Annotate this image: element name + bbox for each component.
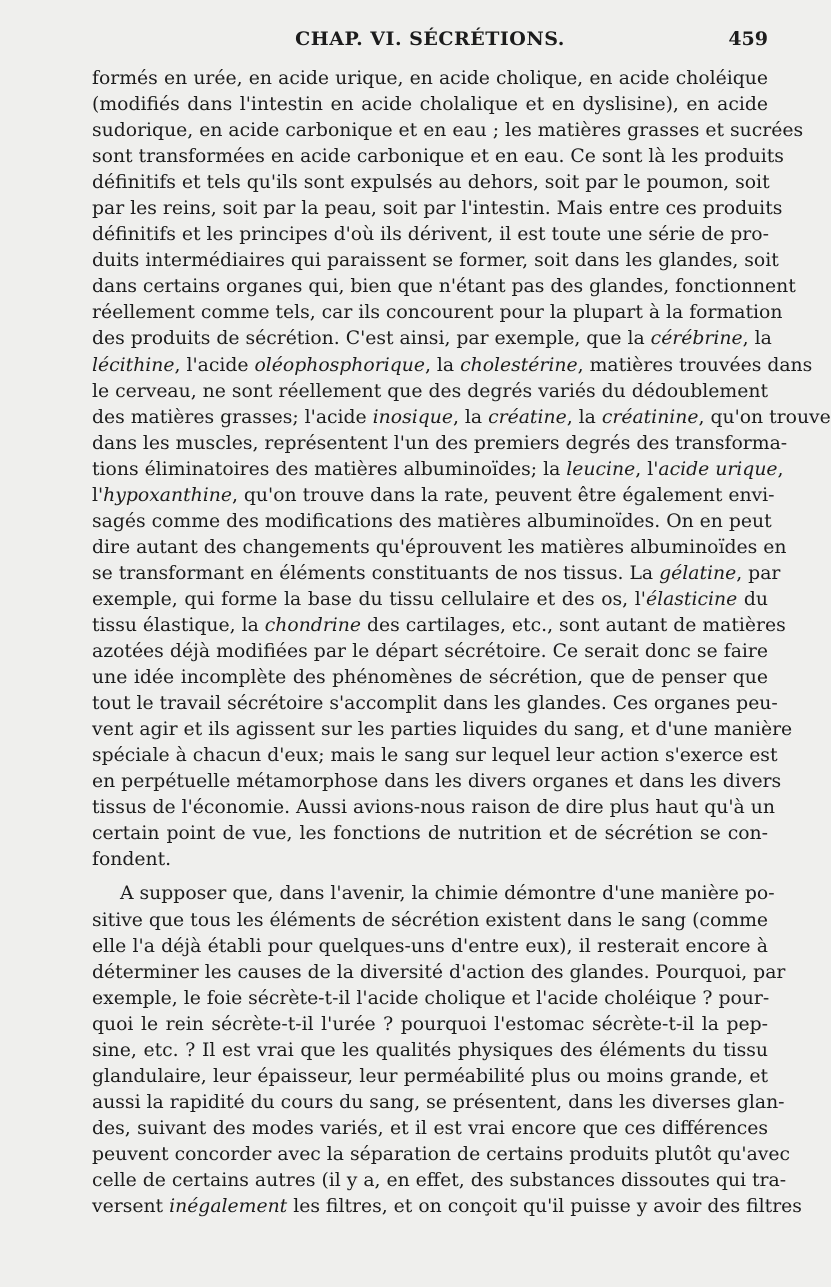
text-line: (modifiés dans l'intestin en acide cholalique et en dyslisine), en acide: [92, 94, 768, 116]
text-line: vent agir et ils agissent sur les parties liquides du sang, et d'une manière: [92, 719, 793, 741]
italic-term: acide urique: [658, 458, 778, 480]
italic-term: chondrine: [264, 614, 362, 636]
body-text: [92, 66, 831, 1220]
text-line: [92, 1194, 802, 1220]
page-number: 459: [728, 28, 768, 50]
text-segment: , la: [566, 406, 596, 428]
text-line: certain point de vue, les fonctions de nutrition et de sécrétion se con-: [92, 823, 768, 845]
text-line: tissus de l'économie. Aussi avions-nous raison de dire plus haut qu'à un: [92, 797, 775, 819]
text-line: aussi la rapidité du cours du sang, se présentent, dans les diverses glan-: [92, 1091, 785, 1113]
text-segment: les filtres, et on conçoit qu'il puisse y avoir des filtres: [287, 1196, 802, 1218]
text-line: tout le travail sécrétoire s'accomplit dans les glandes. Ces organes peu-: [92, 693, 778, 715]
text-segment: , matières trouvées dans: [577, 354, 813, 376]
text-line: sitive que tous les éléments de sécrétion existent dans le sang (comme: [92, 909, 768, 931]
italic-term: lécithine: [92, 354, 175, 376]
text-line: définitifs et tels qu'ils sont expulsés au dehors, soit par le poumon, soit: [92, 172, 770, 194]
text-segment: du: [737, 588, 768, 610]
text-line: [92, 457, 784, 483]
text-line: des, suivant des modes variés, et il est vrai encore que ces différences: [92, 1117, 768, 1139]
italic-term: créatinine: [601, 406, 699, 428]
text-line: dans certains organes qui, bien que n'étant pas des glandes, fonctionnent: [92, 276, 796, 298]
text-line: sagés comme des modifications des matières albuminoïdes. On en peut: [92, 510, 772, 532]
text-line: définitifs et les principes d'où ils dérivent, il est toute une série de pro-: [92, 224, 769, 246]
text-line: déterminer les causes de la diversité d'action des glandes. Pourquoi, par: [92, 961, 786, 983]
italic-term: cholestérine: [460, 354, 578, 376]
text-segment: , la: [742, 328, 772, 350]
text-segment: se transformant en éléments constituants de nos tissus. La: [92, 562, 654, 584]
running-title: CHAP. VI. SÉCRÉTIONS.: [295, 28, 565, 50]
text-line: celle de certains autres (il y a, en effet, des substances dissoutes qui tra-: [92, 1169, 787, 1191]
text-line: [92, 587, 768, 613]
text-segment: , qu'on trouve: [698, 406, 831, 428]
italic-term: élasticine: [645, 588, 738, 610]
text-segment: , l': [635, 458, 659, 480]
text-line: [92, 326, 772, 352]
text-line: azotées déjà modifiées par le départ sécrétoire. Ce serait donc se faire: [92, 641, 768, 663]
text-segment: , la: [452, 406, 483, 428]
text-line: spéciale à chacun d'eux; mais le sang sur lequel leur action s'exerce est: [92, 745, 778, 767]
text-segment: , qu'on trouve dans la rate, peuvent être également envi-: [231, 484, 775, 506]
text-line: en perpétuelle métamorphose dans les divers organes et dans les divers: [92, 771, 782, 793]
text-line: peuvent concorder avec la séparation de certains produits plutôt qu'avec: [92, 1143, 791, 1165]
text-segment: , la: [424, 354, 455, 376]
text-segment: , par: [736, 562, 781, 584]
italic-term: gélatine: [659, 562, 737, 584]
text-segment: exemple, qui forme la base du tissu cellulaire et des os, l': [92, 588, 646, 610]
text-line: quoi le rein sécrète-t-il l'urée ? pourquoi l'estomac sécrète-t-il la pep-: [92, 1013, 768, 1035]
text-line: [92, 613, 786, 639]
text-line: dire autant des changements qu'éprouvent les matières albuminoïdes en: [92, 536, 787, 558]
text-line: dans les muscles, représentent l'un des premiers degrés des transforma-: [92, 432, 788, 454]
text-line: formés en urée, en acide urique, en acide cholique, en acide choléique: [92, 68, 768, 89]
text-line: [92, 483, 775, 509]
text-line: glandulaire, leur épaisseur, leur perméabilité plus ou moins grande, et: [92, 1065, 768, 1087]
text-segment: versent: [92, 1196, 164, 1218]
text-segment: , l'acide: [174, 354, 249, 376]
text-segment: tissu élastique, la: [92, 614, 259, 636]
italic-term: leucine: [566, 458, 636, 480]
italic-term: créatine: [488, 406, 567, 428]
text-line: [92, 561, 781, 587]
italic-term: oléophosphorique: [254, 354, 425, 376]
text-line: elle l'a déjà établi pour quelques-uns d'entre eux), il resterait encore à: [92, 935, 768, 957]
page-header: [92, 28, 768, 60]
text-line: exemple, le foie sécrète-t-il l'acide cholique et l'acide choléique ? pour-: [92, 987, 770, 1009]
text-segment: l': [92, 484, 104, 506]
text-segment: tions éliminatoires des matières albuminoïdes; la: [92, 458, 561, 480]
text-line: [92, 353, 813, 379]
text-line: sudorique, en acide carbonique et en eau ; les matières grasses et sucrées: [92, 120, 804, 142]
text-segment: des produits de sécrétion. C'est ainsi, par exemple, que la: [92, 328, 645, 350]
italic-term: inosique: [372, 406, 453, 428]
text-line: A supposer que, dans l'avenir, la chimie démontre d'une manière po-: [120, 883, 775, 905]
text-line: le cerveau, ne sont réellement que des degrés variés du dédoublement: [92, 380, 768, 402]
text-segment: des matières grasses; l'acide: [92, 406, 367, 428]
text-line: [92, 405, 831, 431]
text-line: une idée incomplète des phénomènes de sécrétion, que de penser que: [92, 667, 768, 689]
text-line: duits intermédiaires qui paraissent se former, soit dans les glandes, soit: [92, 250, 779, 272]
italic-term: cérébrine: [650, 328, 743, 350]
text-line: réellement comme tels, car ils concourent pour la plupart à la formation: [92, 302, 783, 324]
text-segment: des cartilages, etc., sont autant de matières: [361, 614, 786, 636]
italic-term: hypoxanthine: [103, 484, 232, 506]
italic-term: inégalement: [169, 1196, 288, 1218]
text-line: sine, etc. ? Il est vrai que les qualités physiques des éléments du tissu: [92, 1039, 768, 1061]
text-line: sont transformées en acide carbonique et en eau. Ce sont là les produits: [92, 146, 784, 168]
text-line: par les reins, soit par la peau, soit par l'intestin. Mais entre ces produits: [92, 198, 783, 220]
text-line: fondent.: [92, 849, 172, 871]
text-segment: ,: [777, 458, 784, 480]
